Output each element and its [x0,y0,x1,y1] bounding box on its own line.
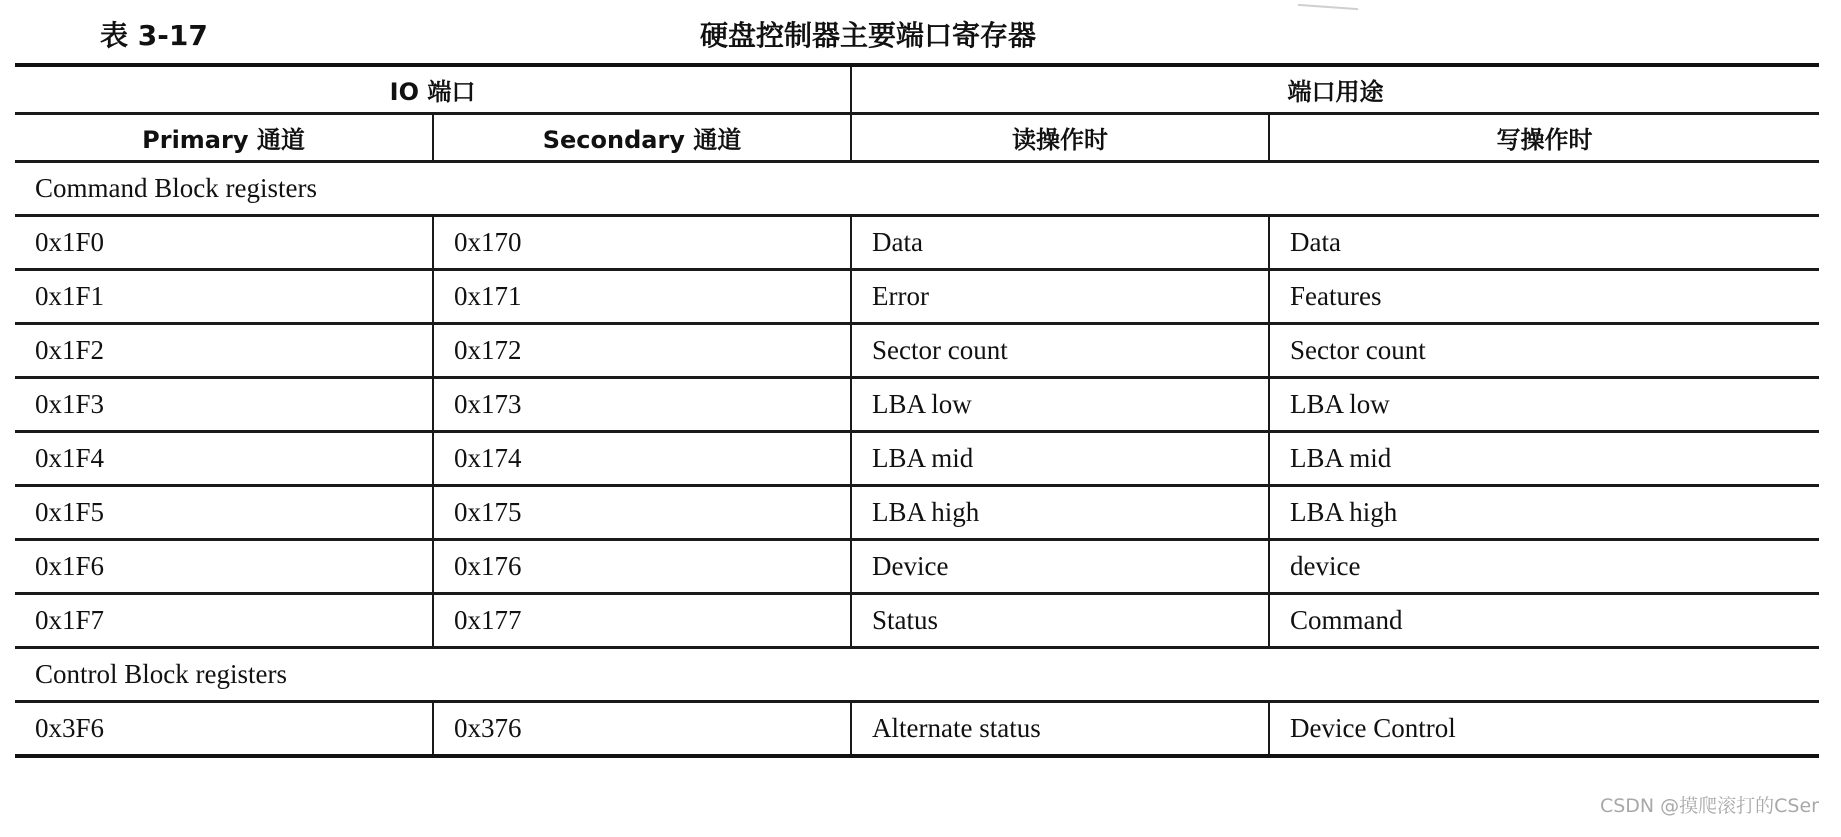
cell-secondary: 0x177 [433,594,851,648]
cell-secondary: 0x172 [433,324,851,378]
cell-write: Features [1269,270,1819,324]
cell-read: Error [851,270,1269,324]
column-header-secondary: Secondary 通道 [433,114,851,162]
table-number: 表 3-17 [100,19,208,52]
cell-write: Sector count [1269,324,1819,378]
cell-secondary: 0x174 [433,432,851,486]
table-row [15,702,1819,757]
table-row [15,594,1819,648]
cell-read: Device [851,540,1269,594]
cell-read: Status [851,594,1269,648]
table-row [15,378,1819,432]
table-row [15,432,1819,486]
column-header-primary: Primary 通道 [15,114,433,162]
cell-primary: 0x1F5 [15,486,433,540]
cell-read: Sector count [851,324,1269,378]
cell-primary: 0x1F2 [15,324,433,378]
group-header-row [15,65,1819,114]
cell-read: Data [851,216,1269,270]
group-header-io-ports: IO 端口 [15,65,851,114]
cell-primary: 0x1F0 [15,216,433,270]
table-row [15,270,1819,324]
cell-write: LBA high [1269,486,1819,540]
table-row [15,324,1819,378]
cell-primary: 0x1F3 [15,378,433,432]
cell-read: LBA mid [851,432,1269,486]
watermark: CSDN @摸爬滚打的CSer [1599,795,1819,817]
table-row [15,540,1819,594]
cell-primary: 0x3F6 [15,702,433,757]
column-header-write: 写操作时 [1269,114,1819,162]
section-title: Command Block registers [15,162,1819,216]
cell-write: Data [1269,216,1819,270]
column-header-row [15,114,1819,162]
section-row-command-block [15,162,1819,216]
cell-write: LBA mid [1269,432,1819,486]
cell-primary: 0x1F7 [15,594,433,648]
cell-secondary: 0x376 [433,702,851,757]
cell-primary: 0x1F1 [15,270,433,324]
cell-primary: 0x1F6 [15,540,433,594]
port-register-table [15,63,1819,758]
cell-secondary: 0x170 [433,216,851,270]
cell-secondary: 0x175 [433,486,851,540]
cell-write: LBA low [1269,378,1819,432]
table-title: 硬盘控制器主要端口寄存器 [700,19,1037,52]
column-header-read: 读操作时 [851,114,1269,162]
cell-write: Command [1269,594,1819,648]
table-caption [0,8,1841,58]
section-title: Control Block registers [15,648,1819,702]
cell-secondary: 0x173 [433,378,851,432]
cell-secondary: 0x171 [433,270,851,324]
cell-read: LBA high [851,486,1269,540]
table-row [15,216,1819,270]
cell-secondary: 0x176 [433,540,851,594]
cell-write: device [1269,540,1819,594]
table-row [15,486,1819,540]
cell-read: LBA low [851,378,1269,432]
group-header-port-usage: 端口用途 [851,65,1819,114]
cell-primary: 0x1F4 [15,432,433,486]
cell-write: Device Control [1269,702,1819,757]
section-row-control-block [15,648,1819,702]
cell-read: Alternate status [851,702,1269,757]
